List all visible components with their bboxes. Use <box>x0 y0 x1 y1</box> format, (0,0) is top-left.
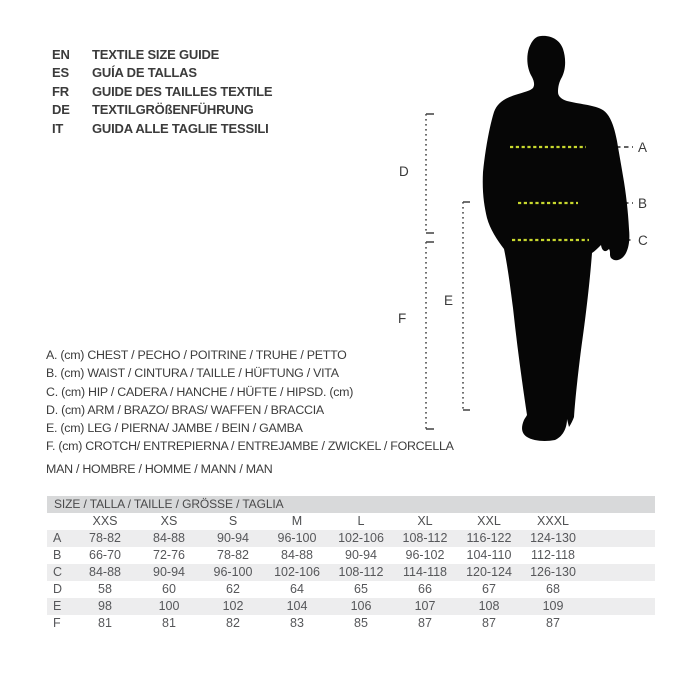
language-code: ES <box>52 65 69 81</box>
cell: 102 <box>222 599 244 613</box>
cell: 100 <box>158 599 180 613</box>
table-row-arm <box>47 581 655 598</box>
language-code: IT <box>52 120 64 136</box>
column-header-xxl: XXL <box>477 514 501 528</box>
legend-item-leg: E. (cm) LEG / PIERNA/ JAMBE / BEIN / GAMBA <box>46 421 303 436</box>
cell: 81 <box>162 616 176 630</box>
cell: 66-70 <box>89 548 121 562</box>
cell: 85 <box>354 616 368 630</box>
cell: 120-124 <box>466 565 512 579</box>
legend-item-waist: B. (cm) WAIST / CINTURA / TAILLE / HÜFTUNG / VITA <box>46 366 339 381</box>
legend-item-crotch: F. (cm) CROTCH/ ENTREPIERNA / ENTREJAMBE / ZWICKEL / FORCELLA <box>46 439 454 454</box>
cell: 90-94 <box>217 531 249 545</box>
row-label: B <box>53 548 62 562</box>
row-label: E <box>53 599 62 613</box>
header-spacer <box>47 513 73 530</box>
legend-item-hip: C. (cm) HIP / CADERA / HANCHE / HÜFTE / HIPSD. (cm) <box>46 384 354 399</box>
size-table <box>47 496 655 632</box>
label-d-arm: D <box>399 164 409 179</box>
cell: 116-122 <box>466 531 512 545</box>
man-silhouette-figure <box>483 36 630 441</box>
language-title: TEXTILGRÖßENFÜHRUNG <box>92 102 254 118</box>
column-header-s: S <box>228 514 238 528</box>
size-table-header-row <box>47 513 655 530</box>
language-code: EN <box>52 47 70 62</box>
cell: 104-110 <box>466 548 512 562</box>
cell: 87 <box>546 616 560 630</box>
cell: 72-76 <box>153 548 185 562</box>
label-a-chest: A <box>638 140 648 155</box>
language-row-de <box>52 101 272 119</box>
cell: 96-102 <box>405 548 445 562</box>
cell: 68 <box>546 582 560 596</box>
column-header-xxs: XXS <box>92 514 118 528</box>
gender-line: MAN / HOMBRE / HOMME / MANN / MAN <box>46 462 273 477</box>
language-list <box>52 46 272 138</box>
cell: 109 <box>542 599 564 613</box>
language-row-es <box>52 64 272 82</box>
legend-item-chest: A. (cm) CHEST / PECHO / POITRINE / TRUHE / PETTO <box>46 348 347 362</box>
cell: 66 <box>418 582 432 596</box>
table-row-waist <box>47 547 655 564</box>
legend-item-arm: D. (cm) ARM / BRAZO/ BRAS/ WAFFEN / BRACCIA <box>46 402 324 417</box>
label-b-waist: B <box>638 196 648 211</box>
language-row-it <box>52 120 272 138</box>
language-code: DE <box>52 102 70 118</box>
table-row-leg <box>47 598 655 615</box>
label-f-crotch: F <box>398 311 407 326</box>
size-table-title: SIZE / TALLA / TAILLE / GRÖSSE / TAGLIA <box>47 496 655 513</box>
cell: 82 <box>226 616 240 630</box>
cell: 98 <box>98 599 112 613</box>
cell: 108-112 <box>402 531 448 545</box>
column-header-xs: XS <box>160 514 178 528</box>
cell: 64 <box>290 582 304 596</box>
column-header-xl: XL <box>417 514 433 528</box>
cell: 87 <box>482 616 496 630</box>
table-row-chest <box>47 530 655 547</box>
cell: 65 <box>354 582 368 596</box>
cell: 107 <box>414 599 436 613</box>
cell: 106 <box>350 599 372 613</box>
cell: 83 <box>290 616 304 630</box>
row-label: C <box>53 565 63 579</box>
cell: 104 <box>286 599 308 613</box>
language-title: GUÍA DE TALLAS <box>92 65 197 81</box>
cell: 102-106 <box>338 531 384 545</box>
cell: 108 <box>478 599 500 613</box>
column-header-xxxl: XXXL <box>537 514 569 528</box>
language-title: GUIDE DES TAILLES TEXTILE <box>92 83 273 99</box>
column-header-m: M <box>291 514 303 528</box>
language-title: TEXTILE SIZE GUIDE <box>92 47 220 62</box>
column-header-l: L <box>357 514 365 528</box>
row-label: F <box>53 616 61 630</box>
cell: 87 <box>418 616 432 630</box>
language-title: GUIDA ALLE TAGLIE TESSILI <box>92 120 269 136</box>
cell: 84-88 <box>89 565 121 579</box>
language-code: FR <box>52 83 69 99</box>
cell: 81 <box>98 616 112 630</box>
measurement-legend <box>46 346 454 479</box>
cell: 90-94 <box>153 565 185 579</box>
label-c-hip: C <box>638 233 648 248</box>
cell: 78-82 <box>217 548 249 562</box>
cell: 84-88 <box>281 548 313 562</box>
cell: 60 <box>162 582 176 596</box>
cell: 78-82 <box>89 531 121 545</box>
row-label: A <box>53 531 62 545</box>
cell: 90-94 <box>345 548 377 562</box>
cell: 84-88 <box>153 531 185 545</box>
cell: 96-100 <box>213 565 253 579</box>
arm-extent-line <box>426 114 434 233</box>
language-row-en <box>52 46 272 64</box>
label-e-leg: E <box>444 293 454 308</box>
table-row-crotch <box>47 615 655 632</box>
leg-extent-line <box>463 202 470 410</box>
language-row-fr <box>52 83 272 101</box>
cell: 58 <box>98 582 112 596</box>
cell: 67 <box>482 582 496 596</box>
cell: 62 <box>226 582 240 596</box>
cell: 112-118 <box>530 548 576 562</box>
cell: 124-130 <box>530 531 576 545</box>
cell: 96-100 <box>277 531 317 545</box>
row-label: D <box>53 582 63 596</box>
cell: 114-118 <box>402 565 448 579</box>
table-row-hip <box>47 564 655 581</box>
cell: 102-106 <box>274 565 320 579</box>
cell: 126-130 <box>530 565 576 579</box>
cell: 108-112 <box>338 565 384 579</box>
